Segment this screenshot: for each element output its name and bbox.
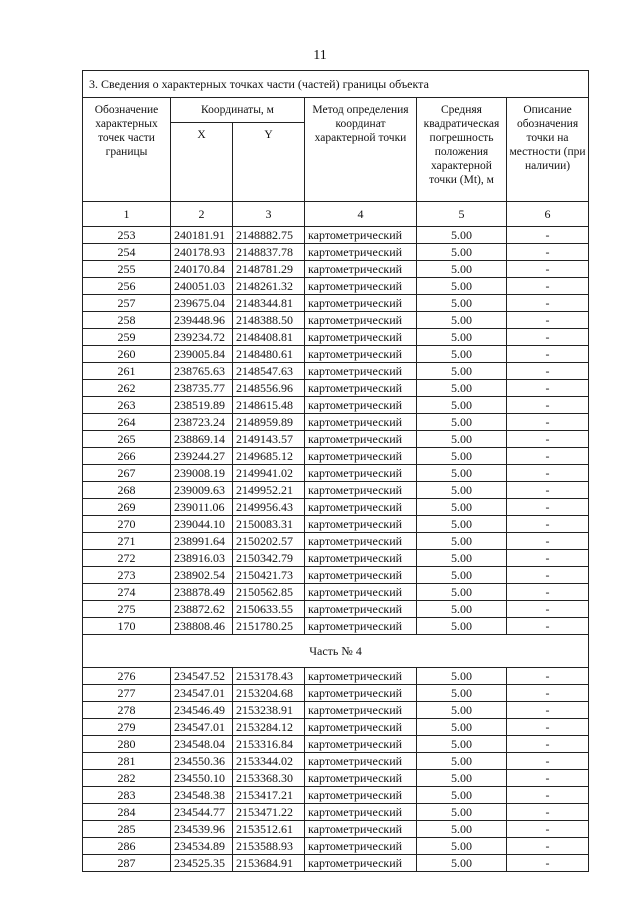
description-cell: - bbox=[507, 584, 589, 601]
error-cell: 5.00 bbox=[417, 499, 507, 516]
point-number: 267 bbox=[83, 465, 171, 482]
method-cell: картометрический bbox=[305, 397, 417, 414]
method-cell: картометрический bbox=[305, 346, 417, 363]
column-number: 2 bbox=[171, 202, 233, 227]
error-cell: 5.00 bbox=[417, 397, 507, 414]
description-cell: - bbox=[507, 685, 589, 702]
coord-y: 2153471.22 bbox=[233, 804, 305, 821]
part-row bbox=[83, 635, 589, 668]
table-row bbox=[83, 363, 589, 380]
method-cell: картометрический bbox=[305, 431, 417, 448]
error-cell: 5.00 bbox=[417, 363, 507, 380]
description-cell: - bbox=[507, 736, 589, 753]
coord-y: 2148408.81 bbox=[233, 329, 305, 346]
coord-x: 234547.52 bbox=[171, 668, 233, 685]
coord-x: 238916.03 bbox=[171, 550, 233, 567]
description-cell: - bbox=[507, 770, 589, 787]
table-row bbox=[83, 482, 589, 499]
description-cell: - bbox=[507, 668, 589, 685]
coord-x: 234525.35 bbox=[171, 855, 233, 872]
table-row bbox=[83, 346, 589, 363]
coord-y: 2153316.84 bbox=[233, 736, 305, 753]
error-cell: 5.00 bbox=[417, 482, 507, 499]
table-row bbox=[83, 397, 589, 414]
table-row bbox=[83, 295, 589, 312]
table-row bbox=[83, 753, 589, 770]
description-cell: - bbox=[507, 821, 589, 838]
coord-x: 234546.49 bbox=[171, 702, 233, 719]
point-number: 282 bbox=[83, 770, 171, 787]
table-row bbox=[83, 584, 589, 601]
method-cell: картометрический bbox=[305, 601, 417, 618]
column-number: 3 bbox=[233, 202, 305, 227]
error-cell: 5.00 bbox=[417, 719, 507, 736]
coord-x: 238723.24 bbox=[171, 414, 233, 431]
coord-y: 2148959.89 bbox=[233, 414, 305, 431]
method-cell: картометрический bbox=[305, 804, 417, 821]
table-row bbox=[83, 533, 589, 550]
table-row bbox=[83, 414, 589, 431]
method-cell: картометрический bbox=[305, 499, 417, 516]
description-cell: - bbox=[507, 397, 589, 414]
coord-x: 238519.89 bbox=[171, 397, 233, 414]
error-cell: 5.00 bbox=[417, 601, 507, 618]
point-number: 280 bbox=[83, 736, 171, 753]
header-description: Описание обозначения точки на местности (при наличии) bbox=[507, 98, 589, 202]
page-number: 11 bbox=[313, 48, 327, 63]
method-cell: картометрический bbox=[305, 261, 417, 278]
coord-x: 238878.49 bbox=[171, 584, 233, 601]
method-cell: картометрический bbox=[305, 550, 417, 567]
description-cell: - bbox=[507, 753, 589, 770]
coord-x: 234547.01 bbox=[171, 685, 233, 702]
coord-y: 2150633.55 bbox=[233, 601, 305, 618]
error-cell: 5.00 bbox=[417, 533, 507, 550]
description-cell: - bbox=[507, 295, 589, 312]
coord-x: 239234.72 bbox=[171, 329, 233, 346]
description-cell: - bbox=[507, 787, 589, 804]
coord-x: 234534.89 bbox=[171, 838, 233, 855]
point-number: 283 bbox=[83, 787, 171, 804]
coord-x: 234548.38 bbox=[171, 787, 233, 804]
point-number: 273 bbox=[83, 567, 171, 584]
point-number: 281 bbox=[83, 753, 171, 770]
coord-y: 2153178.43 bbox=[233, 668, 305, 685]
coord-y: 2150421.73 bbox=[233, 567, 305, 584]
error-cell: 5.00 bbox=[417, 770, 507, 787]
table-row bbox=[83, 618, 589, 635]
error-cell: 5.00 bbox=[417, 414, 507, 431]
coord-y: 2153588.93 bbox=[233, 838, 305, 855]
error-cell: 5.00 bbox=[417, 855, 507, 872]
boundary-points-table bbox=[82, 70, 589, 872]
coord-x: 239009.63 bbox=[171, 482, 233, 499]
method-cell: картометрический bbox=[305, 465, 417, 482]
method-cell: картометрический bbox=[305, 702, 417, 719]
description-cell: - bbox=[507, 448, 589, 465]
description-cell: - bbox=[507, 855, 589, 872]
error-cell: 5.00 bbox=[417, 668, 507, 685]
method-cell: картометрический bbox=[305, 685, 417, 702]
table-row bbox=[83, 601, 589, 618]
point-number: 262 bbox=[83, 380, 171, 397]
point-number: 264 bbox=[83, 414, 171, 431]
method-cell: картометрический bbox=[305, 753, 417, 770]
description-cell: - bbox=[507, 482, 589, 499]
description-cell: - bbox=[507, 363, 589, 380]
header-coordinates: Координаты, м bbox=[171, 98, 305, 123]
error-cell: 5.00 bbox=[417, 295, 507, 312]
table-row bbox=[83, 227, 589, 244]
point-number: 286 bbox=[83, 838, 171, 855]
coord-x: 238872.62 bbox=[171, 601, 233, 618]
method-cell: картометрический bbox=[305, 414, 417, 431]
coord-x: 239005.84 bbox=[171, 346, 233, 363]
coord-y: 2151780.25 bbox=[233, 618, 305, 635]
table-row bbox=[83, 465, 589, 482]
error-cell: 5.00 bbox=[417, 702, 507, 719]
method-cell: картометрический bbox=[305, 855, 417, 872]
coord-x: 239011.06 bbox=[171, 499, 233, 516]
coord-x: 234547.01 bbox=[171, 719, 233, 736]
error-cell: 5.00 bbox=[417, 346, 507, 363]
method-cell: картометрический bbox=[305, 838, 417, 855]
error-cell: 5.00 bbox=[417, 753, 507, 770]
method-cell: картометрический bbox=[305, 567, 417, 584]
coord-y: 2150083.31 bbox=[233, 516, 305, 533]
error-cell: 5.00 bbox=[417, 380, 507, 397]
point-number: 285 bbox=[83, 821, 171, 838]
error-cell: 5.00 bbox=[417, 329, 507, 346]
error-cell: 5.00 bbox=[417, 584, 507, 601]
method-cell: картометрический bbox=[305, 821, 417, 838]
coord-x: 240170.84 bbox=[171, 261, 233, 278]
description-cell: - bbox=[507, 702, 589, 719]
coord-x: 239008.19 bbox=[171, 465, 233, 482]
column-number: 5 bbox=[417, 202, 507, 227]
description-cell: - bbox=[507, 465, 589, 482]
method-cell: картометрический bbox=[305, 787, 417, 804]
coord-y: 2149956.43 bbox=[233, 499, 305, 516]
table-row bbox=[83, 499, 589, 516]
column-numbers-row bbox=[83, 202, 589, 227]
point-number: 268 bbox=[83, 482, 171, 499]
description-cell: - bbox=[507, 346, 589, 363]
coord-y: 2148388.50 bbox=[233, 312, 305, 329]
method-cell: картометрический bbox=[305, 618, 417, 635]
description-cell: - bbox=[507, 227, 589, 244]
error-cell: 5.00 bbox=[417, 312, 507, 329]
coord-x: 239244.27 bbox=[171, 448, 233, 465]
description-cell: - bbox=[507, 533, 589, 550]
coord-y: 2149941.02 bbox=[233, 465, 305, 482]
method-cell: картометрический bbox=[305, 227, 417, 244]
coord-x: 239675.04 bbox=[171, 295, 233, 312]
point-number: 279 bbox=[83, 719, 171, 736]
table-row bbox=[83, 244, 589, 261]
point-number: 271 bbox=[83, 533, 171, 550]
point-number: 263 bbox=[83, 397, 171, 414]
table-row bbox=[83, 312, 589, 329]
table-row bbox=[83, 736, 589, 753]
table-row bbox=[83, 380, 589, 397]
header-method: Метод определения координат характерной точки bbox=[305, 98, 417, 202]
error-cell: 5.00 bbox=[417, 821, 507, 838]
point-number: 284 bbox=[83, 804, 171, 821]
section-title-row bbox=[83, 71, 589, 98]
description-cell: - bbox=[507, 601, 589, 618]
column-number: 4 bbox=[305, 202, 417, 227]
description-cell: - bbox=[507, 312, 589, 329]
method-cell: картометрический bbox=[305, 244, 417, 261]
error-cell: 5.00 bbox=[417, 550, 507, 567]
table-row bbox=[83, 567, 589, 584]
method-cell: картометрический bbox=[305, 363, 417, 380]
header-row bbox=[83, 98, 589, 123]
table-row bbox=[83, 668, 589, 685]
method-cell: картометрический bbox=[305, 312, 417, 329]
point-number: 278 bbox=[83, 702, 171, 719]
error-cell: 5.00 bbox=[417, 804, 507, 821]
method-cell: картометрический bbox=[305, 380, 417, 397]
point-number: 266 bbox=[83, 448, 171, 465]
coord-y: 2148837.78 bbox=[233, 244, 305, 261]
coord-y: 2153512.61 bbox=[233, 821, 305, 838]
coord-x: 238991.64 bbox=[171, 533, 233, 550]
section-title: 3. Сведения о характерных точках части (частей) границы объекта bbox=[83, 71, 589, 98]
method-cell: картометрический bbox=[305, 668, 417, 685]
method-cell: картометрический bbox=[305, 482, 417, 499]
error-cell: 5.00 bbox=[417, 431, 507, 448]
table-row bbox=[83, 787, 589, 804]
coord-x: 234550.10 bbox=[171, 770, 233, 787]
header-x: X bbox=[171, 123, 233, 202]
error-cell: 5.00 bbox=[417, 227, 507, 244]
header-y: Y bbox=[233, 123, 305, 202]
coord-y: 2153417.21 bbox=[233, 787, 305, 804]
table-row bbox=[83, 804, 589, 821]
coord-y: 2150342.79 bbox=[233, 550, 305, 567]
description-cell: - bbox=[507, 431, 589, 448]
coord-y: 2148547.63 bbox=[233, 363, 305, 380]
error-cell: 5.00 bbox=[417, 618, 507, 635]
point-number: 255 bbox=[83, 261, 171, 278]
table-row bbox=[83, 702, 589, 719]
part-label: Часть № 4 bbox=[83, 635, 589, 668]
coord-x: 238808.46 bbox=[171, 618, 233, 635]
point-number: 270 bbox=[83, 516, 171, 533]
description-cell: - bbox=[507, 719, 589, 736]
coord-x: 240051.03 bbox=[171, 278, 233, 295]
coord-y: 2148261.32 bbox=[233, 278, 305, 295]
coord-y: 2148882.75 bbox=[233, 227, 305, 244]
coord-y: 2150202.57 bbox=[233, 533, 305, 550]
error-cell: 5.00 bbox=[417, 448, 507, 465]
table-row bbox=[83, 821, 589, 838]
description-cell: - bbox=[507, 499, 589, 516]
table-row bbox=[83, 719, 589, 736]
method-cell: картометрический bbox=[305, 584, 417, 601]
description-cell: - bbox=[507, 278, 589, 295]
table-row bbox=[83, 855, 589, 872]
description-cell: - bbox=[507, 838, 589, 855]
coord-x: 238765.63 bbox=[171, 363, 233, 380]
coord-y: 2148615.48 bbox=[233, 397, 305, 414]
method-cell: картометрический bbox=[305, 295, 417, 312]
error-cell: 5.00 bbox=[417, 278, 507, 295]
point-number: 274 bbox=[83, 584, 171, 601]
point-number: 256 bbox=[83, 278, 171, 295]
point-number: 258 bbox=[83, 312, 171, 329]
description-cell: - bbox=[507, 618, 589, 635]
method-cell: картометрический bbox=[305, 533, 417, 550]
description-cell: - bbox=[507, 567, 589, 584]
coord-x: 240178.93 bbox=[171, 244, 233, 261]
error-cell: 5.00 bbox=[417, 244, 507, 261]
table-row bbox=[83, 550, 589, 567]
coord-x: 234544.77 bbox=[171, 804, 233, 821]
error-cell: 5.00 bbox=[417, 736, 507, 753]
description-cell: - bbox=[507, 261, 589, 278]
point-number: 276 bbox=[83, 668, 171, 685]
point-number: 260 bbox=[83, 346, 171, 363]
method-cell: картометрический bbox=[305, 516, 417, 533]
coord-y: 2148344.81 bbox=[233, 295, 305, 312]
table-row bbox=[83, 448, 589, 465]
coord-y: 2153238.91 bbox=[233, 702, 305, 719]
coord-y: 2153368.30 bbox=[233, 770, 305, 787]
table-row bbox=[83, 431, 589, 448]
coord-y: 2153284.12 bbox=[233, 719, 305, 736]
point-number: 272 bbox=[83, 550, 171, 567]
coord-x: 238902.54 bbox=[171, 567, 233, 584]
column-number: 1 bbox=[83, 202, 171, 227]
description-cell: - bbox=[507, 244, 589, 261]
point-number: 275 bbox=[83, 601, 171, 618]
table-row bbox=[83, 770, 589, 787]
coord-y: 2153344.02 bbox=[233, 753, 305, 770]
point-number: 265 bbox=[83, 431, 171, 448]
error-cell: 5.00 bbox=[417, 567, 507, 584]
coord-x: 234548.04 bbox=[171, 736, 233, 753]
point-number: 170 bbox=[83, 618, 171, 635]
point-number: 287 bbox=[83, 855, 171, 872]
coord-y: 2148781.29 bbox=[233, 261, 305, 278]
error-cell: 5.00 bbox=[417, 787, 507, 804]
table-row bbox=[83, 329, 589, 346]
column-number: 6 bbox=[507, 202, 589, 227]
error-cell: 5.00 bbox=[417, 838, 507, 855]
table-row bbox=[83, 278, 589, 295]
point-number: 257 bbox=[83, 295, 171, 312]
coord-y: 2153204.68 bbox=[233, 685, 305, 702]
description-cell: - bbox=[507, 804, 589, 821]
coord-x: 238869.14 bbox=[171, 431, 233, 448]
error-cell: 5.00 bbox=[417, 516, 507, 533]
coord-x: 238735.77 bbox=[171, 380, 233, 397]
point-number: 277 bbox=[83, 685, 171, 702]
coord-y: 2149685.12 bbox=[233, 448, 305, 465]
description-cell: - bbox=[507, 329, 589, 346]
header-point-designation: Обозначение характерных точек части границы bbox=[83, 98, 171, 202]
coord-y: 2148556.96 bbox=[233, 380, 305, 397]
coord-x: 240181.91 bbox=[171, 227, 233, 244]
point-number: 253 bbox=[83, 227, 171, 244]
method-cell: картометрический bbox=[305, 278, 417, 295]
method-cell: картометрический bbox=[305, 448, 417, 465]
coord-y: 2149143.57 bbox=[233, 431, 305, 448]
point-number: 261 bbox=[83, 363, 171, 380]
table-row bbox=[83, 516, 589, 533]
table-row bbox=[83, 261, 589, 278]
coord-x: 234539.96 bbox=[171, 821, 233, 838]
point-number: 269 bbox=[83, 499, 171, 516]
coord-y: 2149952.21 bbox=[233, 482, 305, 499]
error-cell: 5.00 bbox=[417, 261, 507, 278]
method-cell: картометрический bbox=[305, 770, 417, 787]
method-cell: картометрический bbox=[305, 329, 417, 346]
error-cell: 5.00 bbox=[417, 465, 507, 482]
description-cell: - bbox=[507, 414, 589, 431]
error-cell: 5.00 bbox=[417, 685, 507, 702]
coord-y: 2148480.61 bbox=[233, 346, 305, 363]
description-cell: - bbox=[507, 380, 589, 397]
table-row bbox=[83, 838, 589, 855]
header-error: Средняя квадратическая погрешность положения характерной точки (Mt), м bbox=[417, 98, 507, 202]
coord-x: 234550.36 bbox=[171, 753, 233, 770]
coord-x: 239448.96 bbox=[171, 312, 233, 329]
coord-y: 2150562.85 bbox=[233, 584, 305, 601]
coord-y: 2153684.91 bbox=[233, 855, 305, 872]
coord-x: 239044.10 bbox=[171, 516, 233, 533]
description-cell: - bbox=[507, 516, 589, 533]
method-cell: картометрический bbox=[305, 719, 417, 736]
method-cell: картометрический bbox=[305, 736, 417, 753]
point-number: 259 bbox=[83, 329, 171, 346]
point-number: 254 bbox=[83, 244, 171, 261]
description-cell: - bbox=[507, 550, 589, 567]
table-row bbox=[83, 685, 589, 702]
